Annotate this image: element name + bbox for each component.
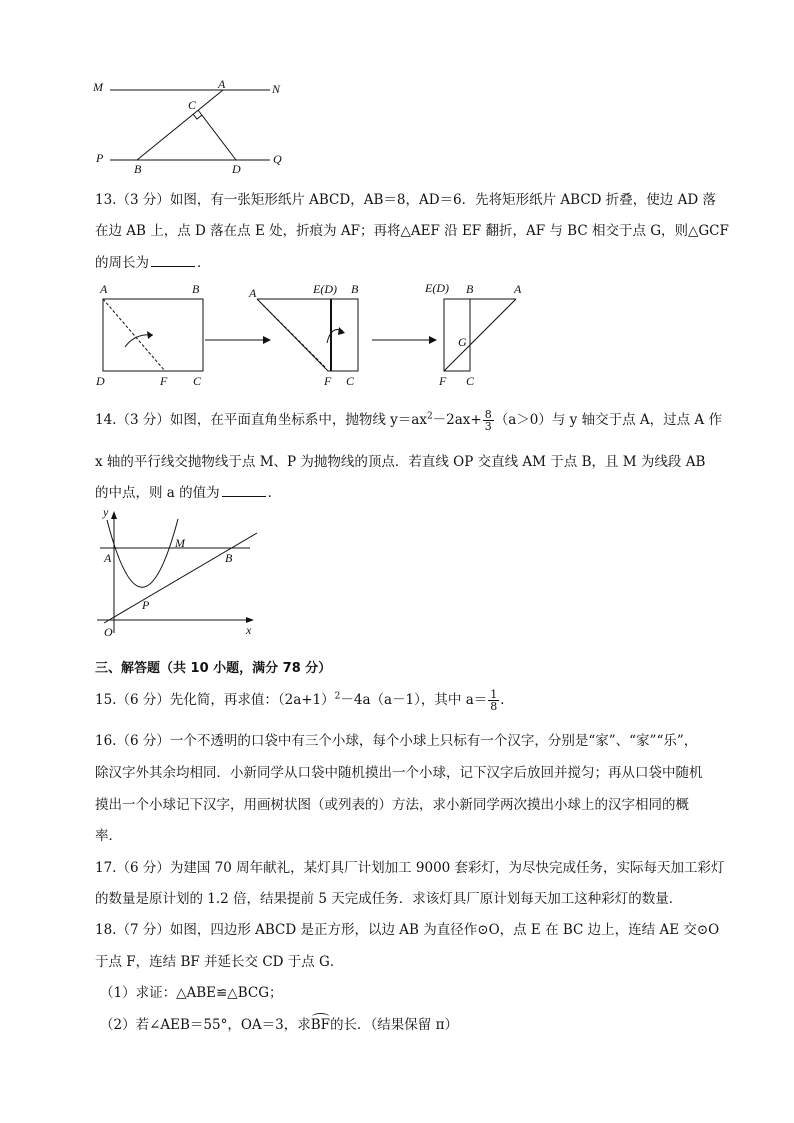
q15-text-end: ．: [500, 692, 514, 708]
q14-line-1-a: 14.（3 分）如图，在平面直角坐标系中，抛物线 y＝ax: [95, 412, 427, 428]
q16-line-4: 率．: [95, 828, 122, 844]
q14-line-1: [95, 408, 722, 432]
fig14-label-x: x: [246, 623, 252, 637]
fig13-p3-g: G: [458, 335, 467, 349]
parabola: [107, 519, 178, 587]
q17-line-1: 17.（6 分）为建国 70 周年献礼，某灯具厂计划加工 9000 套彩灯，为尽快完成任务，实际每天加工彩灯: [95, 860, 725, 876]
q13-line-2: 在边 AB 上，点 D 落在点 E 处，折痕为 AF；再将△AEF 沿 EF 翻折，AF 与 BC 相交于点 G，则△GCF: [95, 223, 729, 239]
fig14-label-y: y: [103, 505, 109, 519]
q13-answer-blank: [151, 256, 195, 267]
line-ab: [137, 90, 223, 160]
fig12-label-c: C: [188, 98, 197, 112]
q16-line-3: 摸出一个小球记下汉字，用画树状图（或列表的）方法，求小新同学两次摸出小球上的汉字相同的概: [95, 797, 689, 813]
q14-line-2: x 轴的平行线交抛物线于点 M、P 为抛物线的顶点．若直线 OP 交直线 AM 于点 B，且 M 为线段 AB: [95, 454, 706, 470]
fig12-label-b: B: [134, 162, 142, 176]
q15-frac-num: 1: [490, 688, 498, 701]
q14-line-3-text: 的中点，则 a 的值为: [95, 485, 220, 501]
q18-line-2: 于点 F，连结 BF 并延长交 CD 于点 G．: [95, 954, 344, 970]
fig13-p3-c: C: [466, 374, 475, 388]
q18-line-1: 18.（7 分）如图，四边形 ABCD 是正方形，以边 AB 为直径作⊙O，点 E 在 BC 边上，连结 AE 交⊙O: [95, 922, 720, 938]
q14-frac-num: 8: [484, 408, 492, 421]
fig13-p3-f: F: [439, 374, 447, 388]
q18-part-2: [100, 1013, 458, 1033]
q14-answer-blank: [222, 486, 266, 497]
fig13-p1-b: B: [192, 282, 200, 296]
q15-fraction: [488, 689, 499, 712]
right-angle-mark: [193, 114, 202, 119]
section-3-title: 三、解答题（共 10 小题，满分 78 分）: [95, 661, 332, 676]
q15-frac-den: 8: [490, 700, 498, 713]
line-af-folded: [444, 299, 516, 371]
q18-part-1: （1）求证：△ABE≌△BCG；: [100, 985, 283, 1001]
q18-part-2-b: 的长．（结果保留 π）: [330, 1017, 458, 1033]
figure-q14: [92, 505, 267, 640]
fig13-p1-c: C: [193, 374, 202, 388]
figure-q13: [95, 295, 535, 380]
fig13-p3-a: A: [514, 282, 522, 296]
fig12-label-n: N: [272, 82, 281, 96]
q17-line-2: 的数量是原计划的 1.2 倍，结果提前 5 天完成任务．求该灯具厂原计划每天加工这种彩灯的数量．: [95, 891, 683, 907]
fig13-p3-ed: E(D): [425, 281, 449, 295]
q13-line-1: 13.（3 分）如图，有一张矩形纸片 ABCD，AB＝8，AD＝6．先将矩形纸片 ABCD 折叠，使边 AD 落: [95, 192, 716, 208]
fig12-label-a: A: [218, 77, 226, 91]
q15-line: [95, 688, 514, 712]
q14-fraction: [483, 409, 494, 432]
line-cd: [198, 110, 236, 160]
q14-line-1-b: －2ax+: [432, 412, 482, 428]
fig14-label-p: P: [142, 598, 150, 612]
q16-line-1: 16.（6 分）一个不透明的口袋中有三个小球，每个小球上只标有一个汉字，分别是“家”、“家”“乐”，: [95, 733, 698, 749]
fold-arrow-1: [147, 331, 153, 339]
q14-frac-den: 3: [484, 420, 492, 433]
fig13-p2-c: C: [346, 374, 355, 388]
shape-step-2: [257, 299, 358, 371]
fig12-label-p: P: [96, 151, 104, 165]
q15-text-b: －4a（a－1），其中 a＝: [340, 692, 488, 708]
q15-exponent: 2: [334, 691, 341, 702]
fold-line-af: [103, 299, 165, 371]
fig13-p1-a: A: [100, 282, 108, 296]
q18-arc-bf: BF: [311, 1013, 330, 1033]
q13-line-3-end: ．: [197, 255, 211, 271]
fig13-p2-a: A: [249, 286, 257, 300]
fig14-label-o: O: [104, 625, 113, 639]
fig13-p2-ed: E(D): [313, 282, 337, 296]
fig13-p2-b: B: [351, 282, 359, 296]
q13-line-3: [95, 251, 211, 271]
fig14-label-m: M: [175, 536, 185, 550]
q15-text-a: 15.（6 分）先化简，再求值：（2a+1）: [95, 692, 335, 708]
q14-line-3-end: ．: [267, 485, 282, 501]
process-arrow-2: [429, 336, 437, 344]
fig12-label-d: D: [232, 162, 241, 176]
fig12-label-m: M: [93, 80, 103, 94]
process-arrow-1: [263, 336, 271, 344]
q16-line-2: 除汉字外其余均相同．小新同学从口袋中随机摸出一个小球，记下汉字后放回并搅匀；再从口袋中随机: [95, 765, 703, 781]
fig13-p1-f: F: [160, 374, 168, 388]
q14-line-1-c: （a＞0）与 y 轴交于点 A，过点 A 作: [494, 412, 722, 428]
q13-line-3-text: 的周长为: [95, 255, 149, 271]
fig14-label-b: B: [225, 551, 233, 565]
figure-q12: [90, 76, 300, 176]
fig13-p3-b: B: [466, 282, 474, 296]
fig13-p2-f: F: [324, 374, 332, 388]
q18-part-2-a: （2）若∠AEB＝55°，OA＝3，求: [100, 1017, 311, 1033]
fig14-label-a: A: [104, 551, 112, 565]
fig12-label-q: Q: [273, 152, 282, 166]
q14-line-3: [95, 481, 281, 501]
fig13-p1-d: D: [96, 374, 105, 388]
fold-arrow-2: [338, 327, 345, 335]
q14-exponent: 2: [426, 411, 433, 422]
